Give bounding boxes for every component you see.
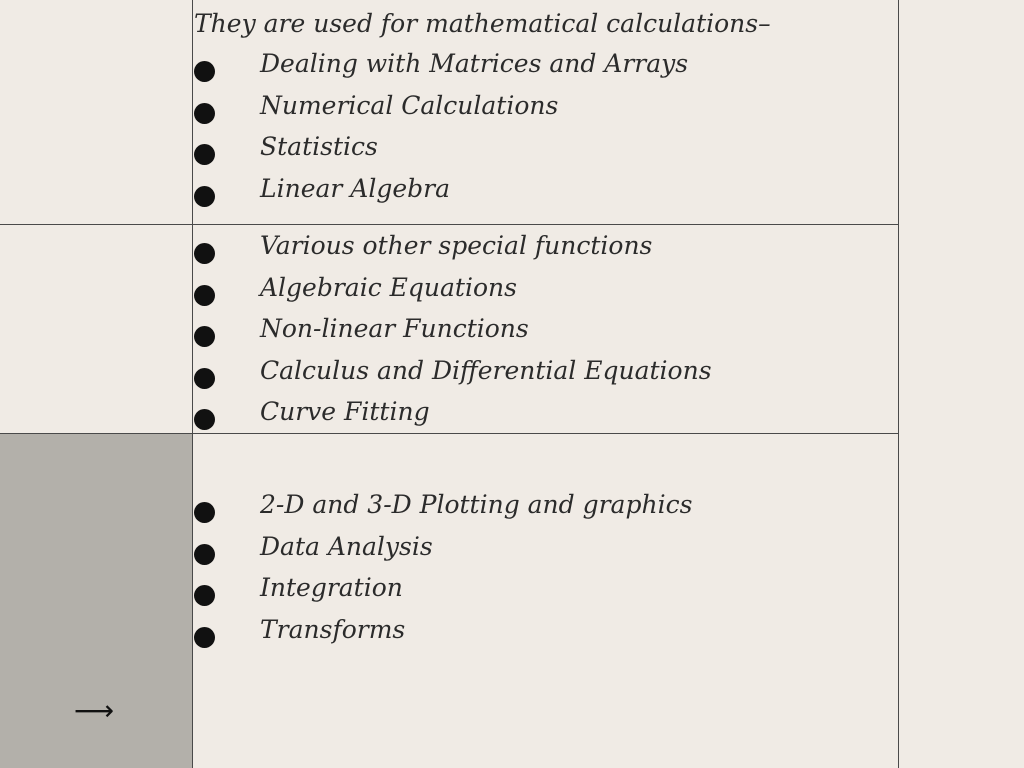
list-item-text: Integration: [260, 573, 403, 603]
bullet-icon: [194, 409, 215, 430]
list-item-text: Statistics: [260, 132, 378, 162]
right-column-divider: [898, 0, 899, 768]
list-item-text: Numerical Calculations: [260, 90, 559, 120]
list-item-text: Dealing with Matrices and Arrays: [260, 49, 689, 78]
list-item-text: Various other special functions: [260, 231, 653, 260]
list-item-text: Curve Fitting: [260, 397, 430, 427]
list-item: [194, 130, 894, 172]
list-item: [194, 229, 894, 271]
feature-list-section-1: [194, 47, 894, 213]
list-item: [194, 354, 894, 396]
list-item-text: Calculus and Differential Equations: [260, 355, 712, 385]
bullet-icon: [194, 103, 215, 124]
section-divider-top: [0, 224, 899, 225]
list-item: [194, 47, 894, 89]
bullet-icon: [194, 61, 215, 82]
bullet-icon: [194, 627, 215, 648]
list-item-text: Transforms: [260, 614, 406, 644]
bullet-icon: [194, 368, 215, 389]
bullet-icon: [194, 326, 215, 347]
list-item: [194, 395, 894, 437]
arrow-right-icon: ⟶: [74, 694, 115, 727]
list-item-text: Data Analysis: [260, 531, 433, 561]
bullet-icon: [194, 544, 215, 565]
list-item: [194, 89, 894, 131]
feature-list-section-2: [194, 229, 894, 437]
bullet-icon: [194, 502, 215, 523]
list-item: [194, 530, 894, 572]
list-item: [194, 613, 894, 655]
list-item-text: 2-D and 3-D Plotting and graphics: [260, 490, 693, 519]
list-item: [194, 312, 894, 354]
bullet-icon: [194, 585, 215, 606]
feature-list-section-3: [194, 488, 894, 654]
left-column-divider: [192, 0, 193, 768]
bullet-icon: [194, 144, 215, 165]
list-item: [194, 172, 894, 214]
bullet-icon: [194, 243, 215, 264]
list-item: [194, 271, 894, 313]
list-item-text: Linear Algebra: [260, 173, 451, 203]
list-item-text: Non-linear Functions: [260, 314, 529, 344]
list-item: [194, 571, 894, 613]
bullet-icon: [194, 285, 215, 306]
intro-text: They are used for mathematical calculations–: [194, 9, 771, 38]
bullet-icon: [194, 186, 215, 207]
list-item-text: Algebraic Equations: [260, 272, 517, 302]
list-item: [194, 488, 894, 530]
